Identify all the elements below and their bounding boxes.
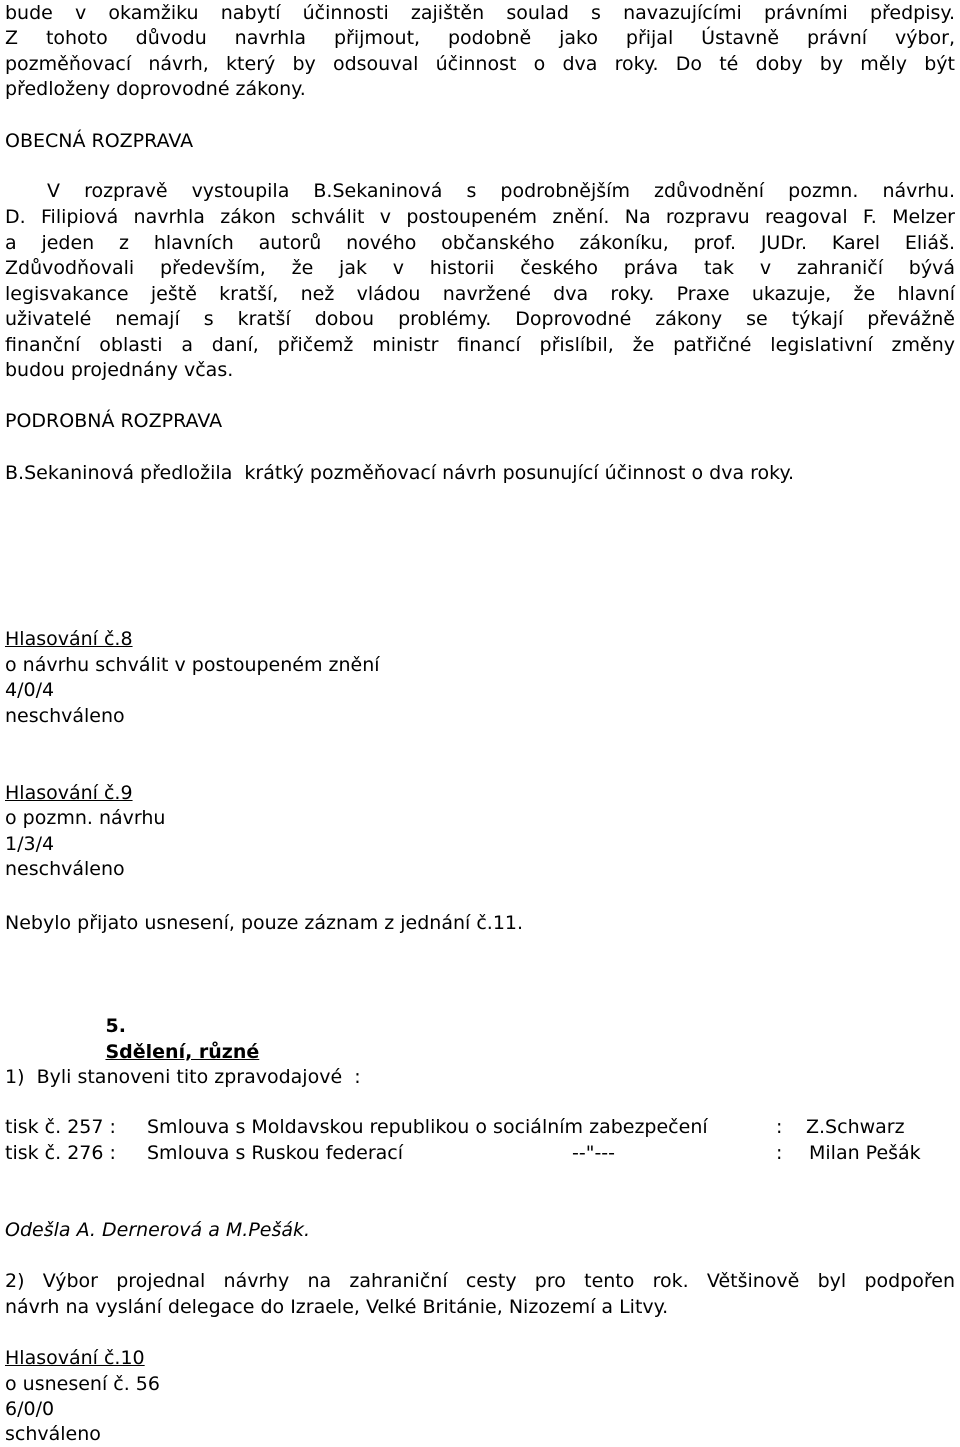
no-resolution-note: Nebylo přijato usnesení, pouze záznam z jednání č.11.: [5, 912, 524, 934]
print-subject: Smlouva s Ruskou federací: [147, 1142, 404, 1164]
vote-9-subject: o pozmn. návrhu: [5, 807, 166, 829]
intro-line-2: Z tohoto důvodu navrhla přijmout, podobně jako přijal Ústavně právní výbor,: [5, 27, 955, 49]
item-1-rapporteurs: 1) Byli stanoveni tito zpravodajové :: [5, 1066, 361, 1088]
vote-9-result: 1/3/4: [5, 833, 55, 855]
detail-debate-text: B.Sekaninová předložila krátký pozměňovací návrh posunující účinnost o dva roky.: [5, 462, 795, 484]
vote-9-outcome: neschváleno: [5, 858, 125, 880]
general-debate-heading: OBECNÁ ROZPRAVA: [5, 130, 194, 152]
vote-8-result: 4/0/4: [5, 679, 55, 701]
vote-8-subject: o návrhu schválit v postoupeném znění: [5, 654, 380, 676]
print-number: tisk č. 276 :: [5, 1142, 116, 1164]
print-rapporteur: Z.Schwarz: [806, 1116, 905, 1138]
vote-8-title: Hlasování č.8: [5, 628, 133, 650]
print-subject: Smlouva s Moldavskou republikou o sociálním zabezpečení: [147, 1116, 708, 1138]
vote-10-title: Hlasování č.10: [5, 1347, 145, 1369]
general-line-7: finanční oblasti a daní, přičemž ministr financí přislíbil, že patřičné legislativní změny: [5, 334, 955, 356]
general-line-4: Zdůvodňovali především, že jak v historii českého práva tak v zahraničí bývá: [5, 257, 955, 279]
print-separator: :: [776, 1142, 783, 1164]
print-ditto: --"---: [572, 1142, 616, 1164]
section-5-title: Sdělení, různé: [105, 1041, 260, 1063]
vote-10-subject: o usnesení č. 56: [5, 1373, 160, 1395]
general-line-2: D. Filipiová navrhla zákon schválit v postoupeném znění. Na rozpravu reagoval F. Melzer: [5, 206, 955, 228]
intro-line-1: bude v okamžiku nabytí účinnosti zajištěn soulad s navazujícími právními předpisy.: [5, 2, 955, 24]
detail-debate-heading: PODROBNÁ ROZPRAVA: [5, 410, 223, 432]
general-line-8: budou projednány včas.: [5, 359, 234, 381]
print-separator: :: [776, 1116, 783, 1138]
vote-9-title: Hlasování č.9: [5, 782, 133, 804]
vote-10-result: 6/0/0: [5, 1398, 55, 1420]
general-line-1: V rozpravě vystoupila B.Sekaninová s podrobnějším zdůvodnění pozmn. návrhu.: [47, 180, 955, 202]
section-5-number: 5.: [105, 1015, 126, 1037]
intro-line-4: předloženy doprovodné zákony.: [5, 78, 306, 100]
intro-line-3: pozměňovací návrh, který by odsouval účinnost o dva roky. Do té doby by měly být: [5, 53, 955, 75]
general-line-6: uživatelé nemají s kratší dobou problémy. Doprovodné zákony se týkají převážně: [5, 308, 955, 330]
item-2-line-2: návrh na vyslání delegace do Izraele, Velké Británie, Nizozemí a Litvy.: [5, 1296, 669, 1318]
departed-note: Odešla A. Dernerová a M.Pešák.: [5, 1219, 311, 1241]
item-2-line-1: 2) Výbor projednal návrhy na zahraniční cesty pro tento rok. Většinově byl podpořen: [5, 1270, 955, 1292]
print-rapporteur: Milan Pešák: [809, 1142, 921, 1164]
general-line-3: a jeden z hlavních autorů nového občanského zákoníku, prof. JUDr. Karel Eliáš.: [5, 232, 955, 254]
vote-10-outcome: schváleno: [5, 1423, 101, 1445]
print-number: tisk č. 257 :: [5, 1116, 116, 1138]
general-line-5: legisvakance ještě kratší, než vládou navržené dva roky. Praxe ukazuje, že hlavní: [5, 283, 955, 305]
vote-8-outcome: neschváleno: [5, 705, 125, 727]
